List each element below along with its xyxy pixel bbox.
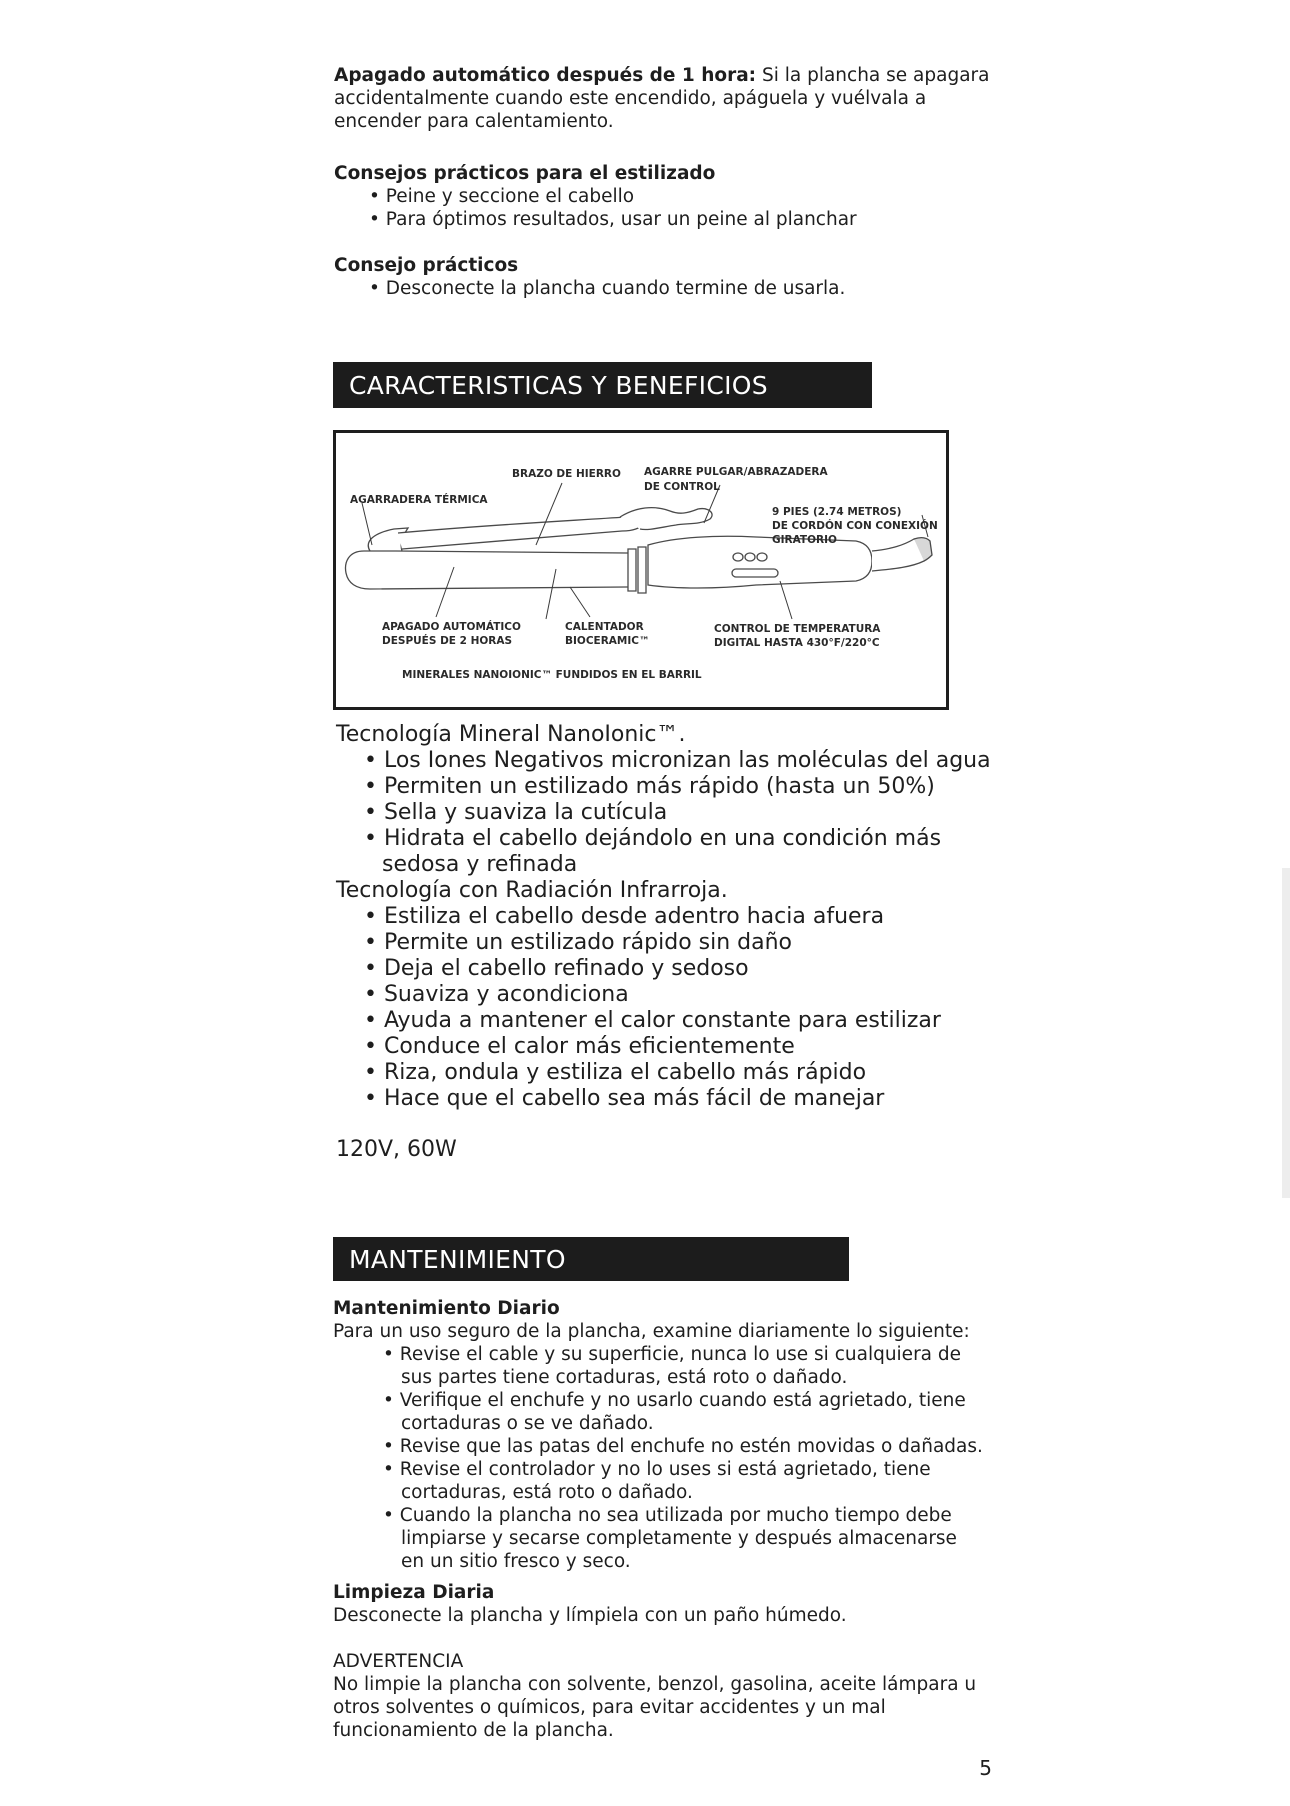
infra-item: • Estiliza el cabello desde adentro hacia afuera [364,904,885,929]
daily-maintenance-item: • Revise el cable y su superficie, nunca lo use si cualquiera de sus partes tiene cortaduras, está roto o dañado. [383,1344,962,1388]
curling-iron-illustration [336,433,946,707]
infra-item: • Conduce el calor más eficientemente [364,1034,795,1059]
nano-item: • Permiten un estilizado más rápido (hasta un 50%) [364,774,935,799]
scrollbar[interactable] [1282,868,1290,1198]
maintenance-heading [333,1237,849,1281]
nano-item: • Sella y suaviza la cutícula [364,800,668,825]
label-thumb-grip-2: DE CONTROL [644,481,720,493]
label-cord-3: GIRATORIO [772,534,837,546]
warning-title: ADVERTENCIA [333,1651,464,1672]
label-temp-control-1: CONTROL DE TEMPERATURA [714,623,881,635]
styling-tips-title: Consejos prácticos para el estilizado [334,163,716,184]
auto-off-text-2: accidentalmente cuando este encendido, apáguela y vuélvala a [334,88,927,109]
technology-list [336,722,1036,1112]
label-minerals: MINERALES NANOIONIC™ FUNDIDOS EN EL BARRIL [402,669,702,681]
label-heater-1: CALENTADOR [565,621,644,633]
infra-item: • Riza, ondula y estiliza el cabello más rápido [364,1060,867,1085]
daily-maintenance-title: Mantenimiento Diario [333,1298,560,1319]
styling-tip-item: • Peine y seccione el cabello [369,186,635,207]
daily-cleaning-text: Desconecte la plancha y límpiela con un paño húmedo. [333,1605,847,1626]
auto-off-text-1: Si la plancha se apagara [756,65,990,86]
maintenance-body [333,1297,1033,1742]
infra-item: • Deja el cabello refinado y sedoso [364,956,749,981]
features-heading-text: CARACTERISTICAS Y BENEFICIOS [349,370,768,400]
label-iron-arm: BRAZO DE HIERRO [512,468,621,480]
infra-item: • Permite un estilizado rápido sin daño [364,930,793,955]
practical-tip [334,254,1034,300]
styling-tips [334,162,1034,231]
label-cord-2: DE CORDÓN CON CONEXIÓN [772,520,938,532]
label-thermal-handle: AGARRADERA TÉRMICA [350,494,488,506]
features-heading [333,362,872,408]
warning-text: No limpie la plancha con solvente, benzol, gasolina, aceite lámpara u otros solventes o químicos, para evitar accidentes y un mal funcionamiento de la plancha. [333,1674,977,1741]
practical-tip-item: • Desconecte la plancha cuando termine de usarla. [369,278,846,299]
infra-item: • Suaviza y acondiciona [364,982,629,1007]
nano-item: • Los Iones Negativos micronizan las moléculas del agua [364,748,991,773]
infra-title: Tecnología con Radiación Infrarroja. [336,878,728,903]
styling-tip-item: • Para óptimos resultados, usar un peine al planchar [369,209,857,230]
daily-maintenance-item: • Cuando la plancha no sea utilizada por mucho tiempo debe limpiarse y secarse completamente y después almacenarse en un sitio fresco y seco. [383,1505,957,1572]
daily-maintenance-intro: Para un uso seguro de la plancha, examine diariamente lo siguiente: [333,1321,970,1342]
maintenance-heading-text: MANTENIMIENTO [349,1244,566,1274]
label-temp-control-2: DIGITAL HASTA 430°F/220°C [714,637,880,649]
page-number: 5 [979,1756,992,1780]
curling-iron-diagram [333,430,949,710]
daily-maintenance-item: • Revise que las patas del enchufe no estén movidas o dañadas. [383,1436,983,1457]
infra-item: • Ayuda a mantener el calor constante para estilizar [364,1008,941,1033]
label-auto-off-1: APAGADO AUTOMÁTICO [382,621,521,633]
daily-cleaning-title: Limpieza Diaria [333,1582,495,1603]
nano-item: • Hidrata el cabello dejándolo en una condición más sedosa y refinada [364,826,942,877]
label-auto-off-2: DESPUÉS DE 2 HORAS [382,635,513,647]
auto-off-label: Apagado automático después de 1 hora: [334,65,757,86]
daily-maintenance-item: • Revise el controlador y no lo uses si está agrietado, tiene cortaduras, está roto o dañado. [383,1459,931,1503]
label-thumb-grip-1: AGARRE PULGAR/ABRAZADERA [644,466,828,478]
label-cord-1: 9 PIES (2.74 METROS) [772,506,902,518]
auto-off-text-3: encender para calentamiento. [334,111,614,132]
power-rating: 120V, 60W [336,1137,457,1162]
practical-tip-title: Consejo prácticos [334,255,519,276]
nano-title: Tecnología Mineral NanoIonic™. [336,722,686,747]
infra-item: • Hace que el cabello sea más fácil de manejar [364,1086,885,1111]
label-heater-2: BIOCERAMIC™ [565,635,650,647]
auto-off-paragraph [334,64,1034,133]
daily-maintenance-item: • Verifique el enchufe y no usarlo cuando está agrietado, tiene cortaduras o se ve dañado. [383,1390,966,1434]
